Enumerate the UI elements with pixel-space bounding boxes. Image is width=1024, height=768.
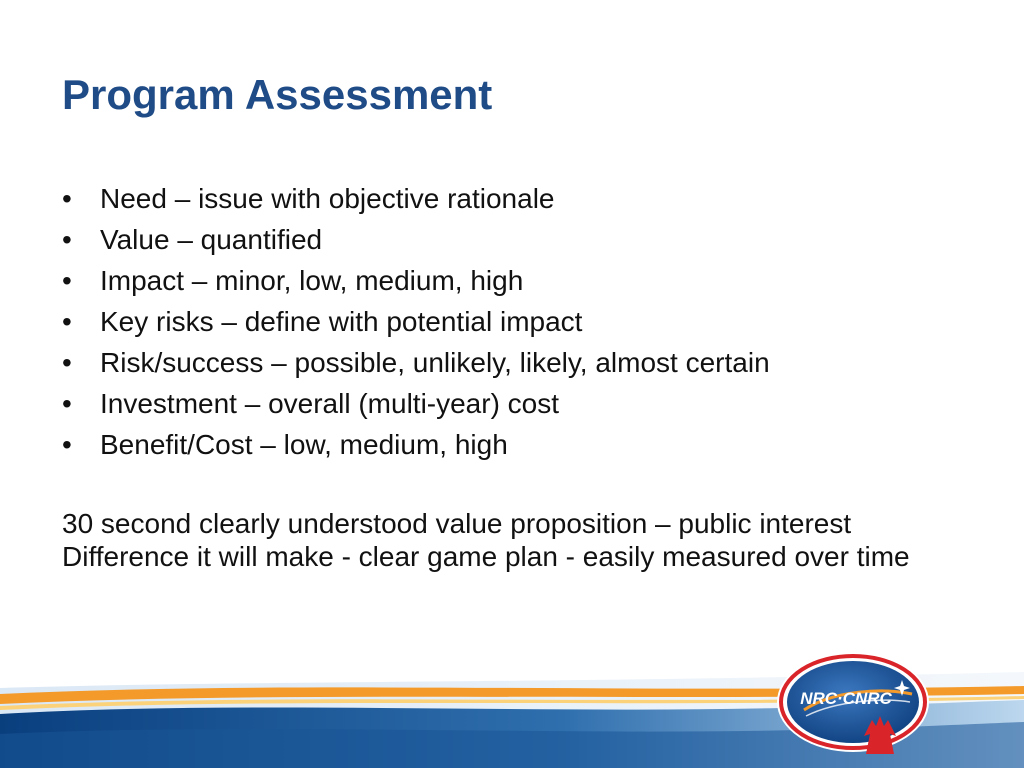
bullet-item xyxy=(62,301,962,342)
bullet-marker: • xyxy=(62,429,72,460)
bullet-text: Need – issue with objective rationale xyxy=(100,183,555,214)
bullet-marker: • xyxy=(62,224,72,255)
bullet-item xyxy=(62,260,962,301)
value-proposition-paragraph: 30 second clearly understood value proposition – public interest xyxy=(62,508,852,539)
summary-paragraphs xyxy=(62,508,962,574)
bullet-text: Value – quantified xyxy=(100,224,323,255)
bullet-text: Key risks – define with potential impact xyxy=(100,306,583,337)
difference-paragraph: Difference it will make - clear game plan - easily measured over time xyxy=(62,541,910,572)
bullet-text: Investment – overall (multi-year) cost xyxy=(100,388,560,419)
bullet-text: Risk/success – possible, unlikely, likely, almost certain xyxy=(100,347,770,378)
slide-title: Program Assessment xyxy=(62,71,493,118)
bullet-marker: • xyxy=(62,265,72,296)
bullet-item xyxy=(62,178,962,219)
bullet-marker: • xyxy=(62,306,72,337)
bullet-text: Benefit/Cost – low, medium, high xyxy=(100,429,508,460)
bullet-marker: • xyxy=(62,388,72,419)
logo-text: NRC·CNRC xyxy=(800,689,892,708)
bullet-marker: • xyxy=(62,183,72,214)
bullet-text: Impact – minor, low, medium, high xyxy=(100,265,524,296)
nrc-cnrc-logo-icon xyxy=(774,650,932,754)
bullet-item xyxy=(62,342,962,383)
bullet-item xyxy=(62,219,962,260)
bullet-list xyxy=(62,178,962,465)
bullet-item xyxy=(62,383,962,424)
bullet-item xyxy=(62,424,962,465)
bullet-marker: • xyxy=(62,347,72,378)
